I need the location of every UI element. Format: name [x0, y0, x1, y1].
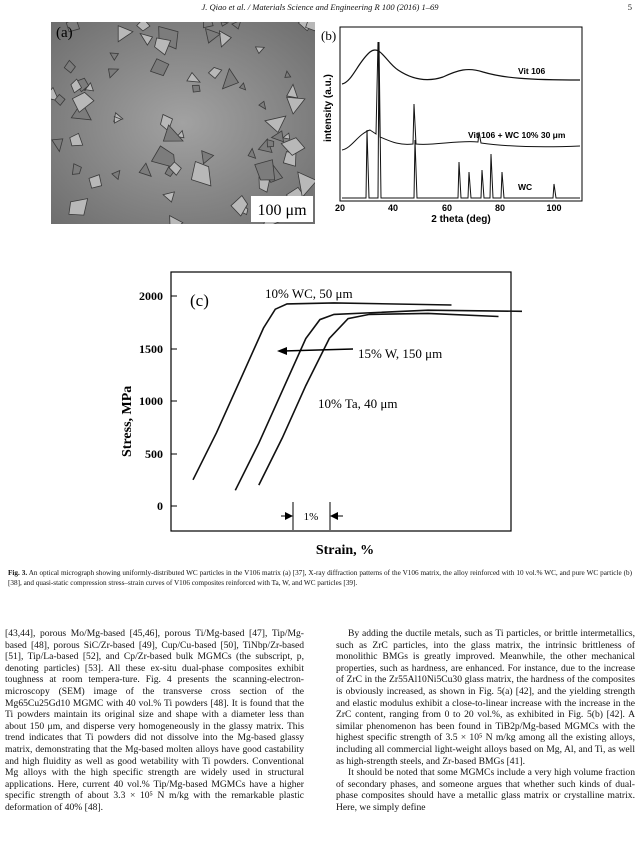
chart-xlabel: Strain, %: [315, 543, 375, 558]
panel-c-label: (c): [190, 291, 209, 310]
xrd-xtick: 40: [387, 203, 399, 213]
xrd-label-vit106: Vit 106: [518, 66, 546, 76]
ytick-label: 0: [157, 499, 163, 513]
ytick-label: 1000: [139, 394, 163, 408]
micrograph-panel-a: [51, 22, 315, 224]
paragraph: It should be noted that some MGMCs include a very high volume fraction of secondary phases, and someone argues that whether such kinds of dual-phase composites should have a metallic glass matrix or crystalline matrix. Here, we simply define: [336, 767, 635, 813]
xrd-plot: [318, 22, 586, 224]
chart-ylabel: Stress, MPa: [120, 385, 135, 457]
xrd-xlabel: 2 theta (deg): [431, 214, 491, 224]
page-number: 5: [627, 2, 632, 12]
caption-text: An optical micrograph showing uniformly-distributed WC particles in the V106 matrix (a) [37], X-ray diffraction patterns of the V106 matrix, the alloy reinforced with 10 vol.% WC, and pure WC particle (b) [38], and quasi-static compression stress–strain curves of V106 composites reinforced with Ta, W, and WC particles [39].: [8, 569, 633, 587]
stress-strain-panel-c: [115, 262, 525, 560]
ytick-label: 2000: [139, 289, 163, 303]
curve-label-w: 15% W, 150 μm: [358, 346, 443, 361]
paragraph: [43,44], porous Mo/Mg-based [45,46], porous Ti/Mg-based [47], Tip/Mg-based [48], porous SiC/Zr-based [49], Cup/Cu-based [50], TiNbp/Zr-based [51], Tip/La-based [52], and Cp/Zr-based bulk MGMCs (the subscript, p, denoting particles) [53]. All these ex-situ dual-phase composites exhibit toughness at room tempera-ture. Fig. 4 presents the scanning-electron-microscopy (SEM) image of the transverse cross section of the Mg65Cu25Gd10 MGMC with 40 vol.% Ti powders [48]. It is found that the Ti powders maintain its original size and shape with a diameter less than about 150 μm, and disperse very homogeneously in the glassy matrix. This trend indicates that Ti powders did not dissolve into the Mg-based glassy matrix, demonstrating that the Mg-based molten alloys have good castability and high fluidity as well as good wetability with Ti powders. Conventional Mg alloys with the high specific strength are widely used in structural applications. Here, current 40 vol.% Tip/Mg-based MGMCs have a higher specific strength of about 3.3 × 10⁵ N m/kg with the remarkable plastic deformation of 40% [48].: [5, 628, 304, 813]
journal-reference: J. Qiao et al. / Materials Science and Engineering R 100 (2016) 1–69: [201, 2, 439, 12]
paragraph: By adding the ductile metals, such as Ti particles, or brittle intermetallics, such as ZrC particles, into the glass matrix, the intrinsic brittleness of monolithic BMGs is greatly improved. Meanwhile, the other mechanical properties, such as hardness, are enhanced. For instance, due to the increase of ZrC in the Zr55Al10Ni5Cu30 glass matrix, the hardness of the composites is obviously increased, as shown in Fig. 5(a) [42], and the yielding strength and elastic modulus exhibit a close-to-linear increase with the increase in the ZrC content, ranging from 0 to 20 vol.%, as exhibited in Fig. 5(b) [42]. A similar phenomenon has been found in TiB2p/Mg-based MGMCs with the highest specific strength of 3.5 × 10⁵ N m/kg among all the existing alloys, including all commercial light-weight alloys based on Mg, Al, and Ti, as well as high-strength steels, and Zr-based BMGs [41].: [336, 628, 635, 767]
xrd-xtick: 60: [441, 203, 453, 213]
curve-label-ta: 10% Ta, 40 μm: [318, 396, 398, 411]
body-column-left: [5, 628, 304, 814]
xrd-xtick: 80: [494, 203, 506, 213]
figure-caption: [8, 569, 632, 588]
caption-label: Fig. 3.: [8, 569, 28, 577]
micrograph-image: [51, 22, 315, 224]
stress-strain-chart: [115, 262, 525, 560]
xrd-xtick: 100: [546, 203, 562, 213]
xrd-label-wc: WC: [518, 182, 533, 192]
body-column-right: [336, 628, 635, 814]
ytick-label: 1500: [139, 342, 163, 356]
scale-bar-label: 100 μm: [257, 202, 307, 219]
xrd-panel-b: [318, 22, 586, 224]
xrd-label-composite: Vit 106 + WC 10% 30 μm: [468, 130, 566, 140]
curve-label-wc: 10% WC, 50 μm: [265, 286, 353, 301]
series-line-0: [193, 303, 452, 480]
running-header: [0, 2, 640, 16]
xrd-ylabel: intensity (a.u.): [323, 74, 334, 142]
arrow-line: [283, 349, 353, 351]
panel-a-label: (a): [56, 25, 73, 41]
ytick-label: 500: [145, 447, 163, 461]
arrow-head: [277, 347, 287, 355]
panel-b-label: (b): [321, 28, 337, 43]
wc-particle: [193, 85, 201, 92]
xrd-xtick: 20: [334, 203, 346, 213]
scale-label: 1%: [303, 511, 319, 523]
